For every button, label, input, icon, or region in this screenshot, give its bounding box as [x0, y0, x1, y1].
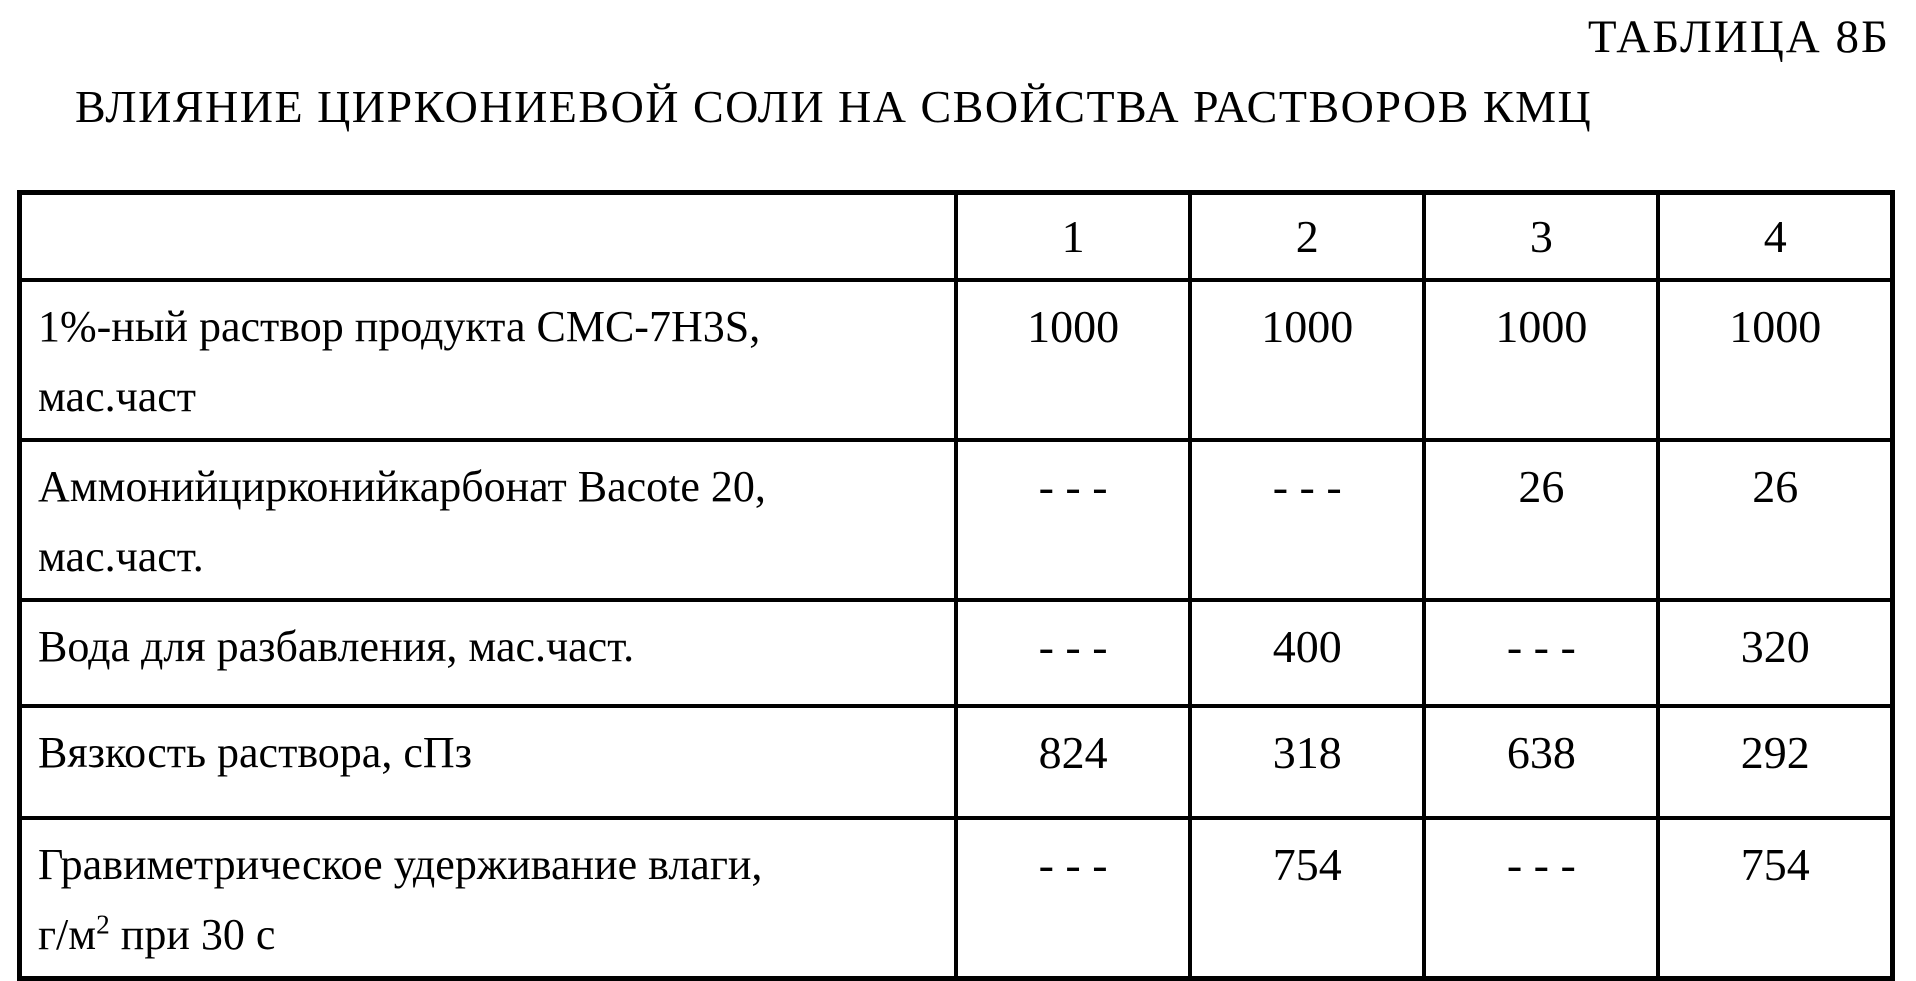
unit-prefix: г/м: [38, 910, 97, 959]
value-cell: - - -: [1190, 440, 1424, 600]
table-row-cmc-solution: [20, 280, 1893, 440]
value-cell: 824: [956, 706, 1190, 818]
value-cell: - - -: [1424, 818, 1658, 979]
row-label-cell: [20, 280, 957, 440]
column-header-4: 4: [1658, 193, 1892, 281]
unit-superscript: 2: [96, 909, 110, 940]
row-label-line: мас.част: [38, 372, 197, 421]
column-header-1: 1: [956, 193, 1190, 281]
table-row-gravimetric: [20, 818, 1893, 979]
value-cell: 292: [1658, 706, 1892, 818]
table-row-viscosity: [20, 706, 1893, 818]
value-cell: 26: [1658, 440, 1892, 600]
header-empty-cell: [20, 193, 957, 281]
value-cell: 320: [1658, 600, 1892, 706]
unit-suffix: при 30 с: [109, 910, 276, 959]
value-cell: 638: [1424, 706, 1658, 818]
value-cell: - - -: [956, 600, 1190, 706]
value-cell: 1000: [1658, 280, 1892, 440]
row-label-line: [38, 910, 275, 959]
value-cell: - - -: [956, 440, 1190, 600]
value-cell: 26: [1424, 440, 1658, 600]
column-header-3: 3: [1424, 193, 1658, 281]
document-title: ВЛИЯНИЕ ЦИРКОНИЕВОЙ СОЛИ НА СВОЙСТВА РАСТВОРОВ КМЦ: [75, 81, 1593, 132]
value-cell: 400: [1190, 600, 1424, 706]
row-label-line: Гравиметрическое удерживание влаги,: [38, 840, 763, 889]
row-label-line: Вода для разбавления, мас.част.: [38, 622, 635, 671]
row-label-line: Аммонийцирконийкарбонат Bacote 20,: [38, 462, 766, 511]
row-label-cell: [20, 818, 957, 979]
row-label-cell: [20, 600, 957, 706]
row-label-line: Вязкость раствора, сПз: [38, 728, 473, 777]
data-table: [17, 190, 1895, 981]
table-header-row: [20, 193, 1893, 281]
value-cell: 1000: [1190, 280, 1424, 440]
value-cell: 318: [1190, 706, 1424, 818]
column-header-2: 2: [1190, 193, 1424, 281]
row-label-line: 1%-ный раствор продукта CMC-7H3S,: [38, 302, 761, 351]
row-label-cell: [20, 706, 957, 818]
value-cell: - - -: [1424, 600, 1658, 706]
value-cell: 1000: [956, 280, 1190, 440]
value-cell: 754: [1190, 818, 1424, 979]
value-cell: 1000: [1424, 280, 1658, 440]
table-row-water: [20, 600, 1893, 706]
row-label-cell: [20, 440, 957, 600]
value-cell: 754: [1658, 818, 1892, 979]
row-label-line: мас.част.: [38, 532, 204, 581]
value-cell: - - -: [956, 818, 1190, 979]
table-row-bacote: [20, 440, 1893, 600]
table-number-label: ТАБЛИЦА 8Б: [1587, 11, 1890, 63]
